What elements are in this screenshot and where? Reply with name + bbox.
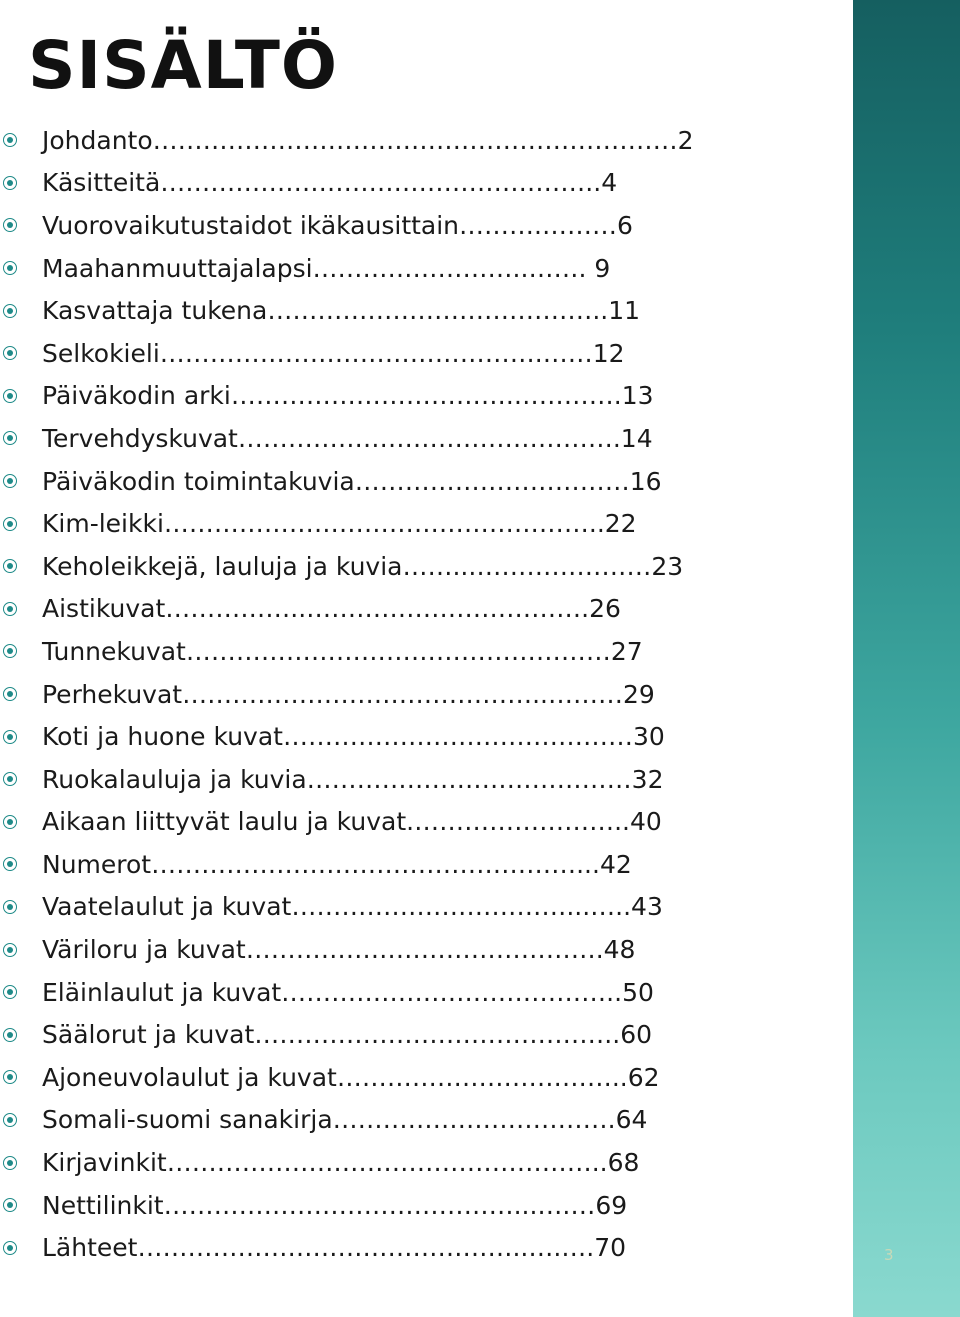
bullet-icon	[3, 389, 17, 403]
bullet-icon	[3, 218, 17, 232]
toc-entry-text: Käsitteitä……………………………………………..4	[42, 168, 618, 198]
toc-entry-text: Kirjavinkit……………………………………………..68	[42, 1148, 640, 1178]
bullet-icon	[3, 474, 17, 488]
toc-entry-text: Eläinlaulut ja kuvat…………………………………..50	[42, 977, 654, 1007]
bullet-icon	[3, 730, 17, 744]
bullet-icon	[3, 517, 17, 531]
bullet-icon	[3, 772, 17, 786]
toc-entry-text: Aikaan liittyvät laulu ja kuvat.……………………..40	[42, 807, 662, 837]
toc-entry-text: Väriloru ja kuvat…………………………………….48	[42, 935, 636, 965]
toc-entry-text: Kim-leikki……………………………………………..22	[42, 509, 637, 539]
toc-entry-text: Vuorovaikutustaidot ikäkausittain……….………6	[42, 210, 633, 240]
bullet-icon	[3, 431, 17, 445]
decorative-sidebar	[853, 0, 960, 1317]
toc-entry-text: Johdanto………………………………………………………2	[42, 125, 694, 155]
toc-entry-text: Nettilinkit……………………………………...….…69	[42, 1190, 628, 1220]
bullet-icon	[3, 815, 17, 829]
toc-entry-text: Ruokalauluja ja kuvia…………………………………32	[42, 764, 664, 794]
toc-entry-text: Koti ja huone kuvat……………………………………30	[42, 722, 665, 752]
bullet-icon	[3, 176, 17, 190]
bullet-icon	[3, 687, 17, 701]
toc-entry-text: Vaatelaulut ja kuvat……………………………...…..43	[42, 892, 663, 922]
toc-entry-text: Kasvattaja tukena…………………………………..11	[42, 296, 641, 326]
toc-entry-text: Aistikuvat……………..…………………………….26	[42, 594, 621, 624]
bullet-icon	[3, 857, 17, 871]
toc-entry-text: Lähteet………………………………………..….….70	[42, 1233, 627, 1263]
bullet-icon	[3, 900, 17, 914]
toc-entry-text: Keholeikkejä, lauluja ja kuvia……...…………………23	[42, 551, 684, 581]
toc-entry-text: Päiväkodin toimintakuvia……………………………16	[42, 466, 662, 496]
bullet-icon	[3, 985, 17, 999]
bullet-icon	[3, 346, 17, 360]
bullet-icon	[3, 559, 17, 573]
toc-entry-text: Tervehdyskuvat……………………………………….14	[42, 423, 653, 453]
toc-entry-text: Selkokieli……………………………………….……12	[42, 338, 625, 368]
bullet-icon	[3, 1198, 17, 1212]
bullet-icon	[3, 1241, 17, 1255]
toc-entry-text: Ajoneuvolaulut ja kuvat……………………………..62	[42, 1062, 660, 1092]
bullet-icon	[3, 261, 17, 275]
bullet-icon	[3, 644, 17, 658]
page-number: 3	[884, 1246, 894, 1264]
bullet-icon	[3, 1070, 17, 1084]
bullet-icon	[3, 943, 17, 957]
toc-entry-text: Numerot……………………………………………...42	[42, 849, 632, 879]
bullet-icon	[3, 1113, 17, 1127]
bullet-icon	[3, 602, 17, 616]
bullet-icon	[3, 133, 17, 147]
toc-entry-text: Maahanmuuttajalapsi……………………..……. 9	[42, 253, 611, 283]
bullet-icon	[3, 304, 17, 318]
toc-entry-text: Perhekuvat……………………………………..………29	[42, 679, 655, 709]
toc-entry-text: Päiväkodin arki…………………………….………….13	[42, 381, 654, 411]
toc-entry-text: Tunnekuvat……………………………………………27	[42, 636, 643, 666]
toc-entry-text: Säälorut ja kuvat……………………………………..60	[42, 1020, 653, 1050]
toc-entry-text: Somali-suomi sanakirja…………………………….64	[42, 1105, 648, 1135]
page-title: SISÄLTÖ	[28, 27, 338, 104]
bullet-icon	[3, 1156, 17, 1170]
bullet-icon	[3, 1028, 17, 1042]
